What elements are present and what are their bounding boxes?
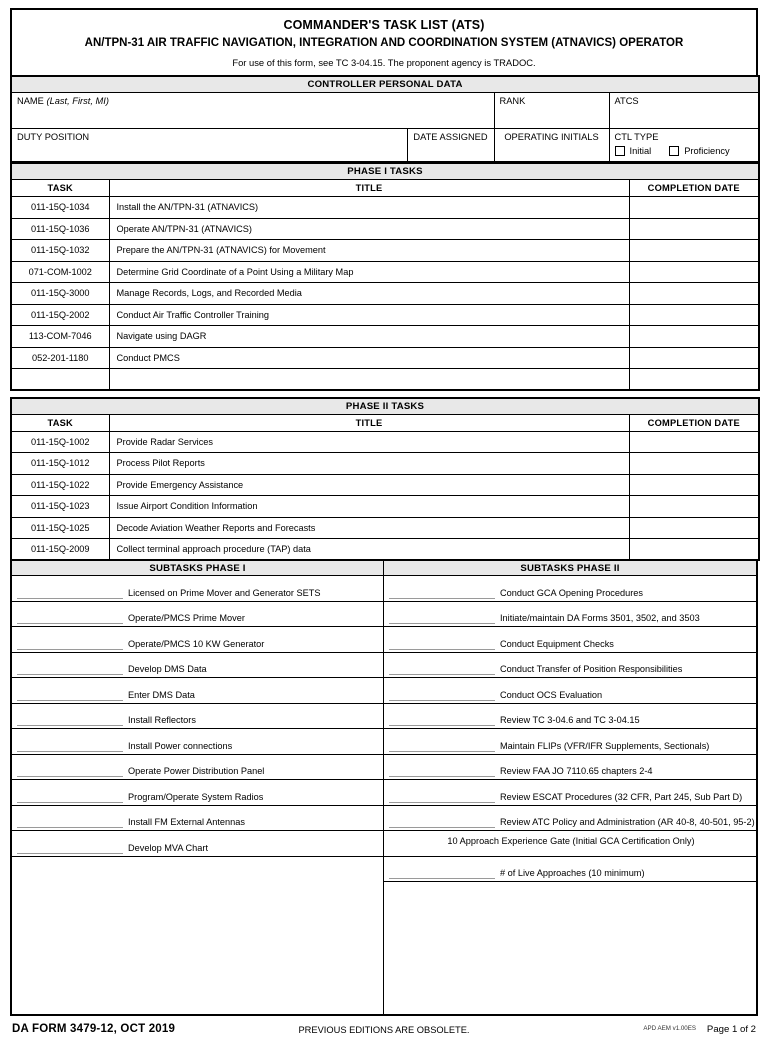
subtask-label: Review ESCAT Procedures (32 CFR, Part 245, Sub Part D)	[500, 791, 743, 802]
duty-position-label: DUTY POSITION	[17, 132, 90, 142]
task-code-cell: 011-15Q-1034	[11, 197, 109, 219]
task-code-cell: 011-15Q-3000	[11, 283, 109, 305]
live-approaches-row	[384, 857, 756, 883]
subtask-label: Enter DMS Data	[128, 689, 195, 700]
task-code-cell: 052-201-1180	[11, 347, 109, 369]
list-item	[12, 678, 383, 704]
task-code-cell: 011-15Q-1032	[11, 240, 109, 262]
task-title-cell: Provide Radar Services	[109, 431, 629, 453]
subtask-write-in-line[interactable]	[17, 690, 123, 701]
task-title-cell: Prepare the AN/TPN-31 (ATNAVICS) for Movement	[109, 240, 629, 262]
subtasks-phase-1-column	[12, 561, 384, 1014]
form-id-label: DA FORM 3479-12, OCT 2019	[12, 1023, 176, 1035]
live-approaches-write-in-line[interactable]	[389, 868, 495, 879]
subtask-label: Program/Operate System Radios	[128, 791, 264, 802]
section-header-subtasks-phase-1: SUBTASKS PHASE I	[12, 561, 383, 576]
subtask-write-in-line[interactable]	[17, 766, 123, 777]
subtasks-phase-2-column	[384, 561, 756, 1014]
subtask-label: Operate/PMCS 10 KW Generator	[128, 638, 265, 649]
list-item	[384, 806, 756, 832]
column-header-task: TASK	[11, 414, 109, 431]
task-completion-date-cell[interactable]	[629, 218, 759, 240]
list-item	[12, 602, 383, 628]
task-completion-date-cell[interactable]	[629, 326, 759, 348]
task-title-cell: Operate AN/TPN-31 (ATNAVICS)	[109, 218, 629, 240]
table-row	[11, 261, 759, 283]
subtask-label: Review ATC Policy and Administration (AR 40-8, 40-501, 95-2)	[500, 817, 755, 827]
task-title-cell: Navigate using DAGR	[109, 326, 629, 348]
table-row	[11, 369, 759, 390]
task-code-cell: 011-15Q-1012	[11, 453, 109, 475]
subtask-write-in-line[interactable]	[389, 588, 495, 599]
subtask-write-in-line[interactable]	[17, 715, 123, 726]
subtask-write-in-line[interactable]	[389, 613, 495, 624]
subtasks-phase-1-blank-area	[12, 857, 383, 1015]
duty-position-field[interactable]	[11, 129, 407, 162]
subtask-label: Initiate/maintain DA Forms 3501, 3502, and 3503	[500, 613, 700, 623]
personal-data-row-1	[11, 93, 759, 129]
task-title-cell: Provide Emergency Assistance	[109, 474, 629, 496]
table-row	[11, 517, 759, 539]
subtask-label: Conduct OCS Evaluation	[500, 689, 603, 700]
rank-field[interactable]	[494, 93, 609, 129]
task-code-cell: 011-15Q-1036	[11, 218, 109, 240]
task-completion-date-cell[interactable]	[629, 197, 759, 219]
list-item	[12, 729, 383, 755]
section-header-subtasks-phase-2: SUBTASKS PHASE II	[384, 561, 756, 576]
task-title-cell: Manage Records, Logs, and Recorded Media	[109, 283, 629, 305]
table-row	[11, 197, 759, 219]
table-row	[11, 347, 759, 369]
controller-personal-data-table	[10, 75, 760, 162]
list-item	[384, 678, 756, 704]
list-item	[12, 653, 383, 679]
list-item	[12, 831, 383, 857]
list-item	[12, 780, 383, 806]
list-item	[12, 704, 383, 730]
list-item	[384, 576, 756, 602]
subtask-write-in-line[interactable]	[389, 766, 495, 777]
ctl-type-initial-checkbox[interactable]	[615, 146, 625, 156]
task-completion-date-cell[interactable]	[629, 539, 759, 561]
task-title-cell: Install the AN/TPN-31 (ATNAVICS)	[109, 197, 629, 219]
subtask-label: Maintain FLIPs (VFR/IFR Supplements, Sectionals)	[500, 740, 710, 751]
task-code-cell: 011-15Q-2002	[11, 304, 109, 326]
table-row	[11, 218, 759, 240]
page-number-label: Page 1 of 2	[706, 1024, 756, 1035]
column-header-task: TASK	[11, 180, 109, 197]
subtask-write-in-line[interactable]	[389, 639, 495, 650]
list-item	[384, 602, 756, 628]
date-assigned-field[interactable]	[407, 129, 494, 162]
ctl-type-proficiency-checkbox[interactable]	[669, 146, 679, 156]
subtask-label: Operate/PMCS Prime Mover	[128, 613, 245, 623]
name-hint: (Last, First, MI)	[46, 96, 109, 106]
subtask-label: Operate Power Distribution Panel	[128, 766, 265, 776]
subtask-write-in-line[interactable]	[17, 817, 123, 828]
table-row	[11, 539, 759, 561]
subtask-write-in-line[interactable]	[17, 843, 123, 854]
subtasks-phase-2-blank-area	[384, 882, 756, 1014]
operating-initials-label: OPERATING INITIALS	[504, 132, 599, 142]
column-header-completion-date: COMPLETION DATE	[629, 180, 759, 197]
subtask-label: Licensed on Prime Mover and Generator SETS	[128, 587, 321, 598]
subtask-label: Install FM External Antennas	[128, 817, 245, 827]
subtask-write-in-line[interactable]	[389, 817, 495, 828]
approach-experience-gate-label: 10 Approach Experience Gate (Initial GCA Certification Only)	[447, 835, 695, 846]
subtask-write-in-line[interactable]	[17, 588, 123, 599]
list-item	[12, 806, 383, 832]
subtask-write-in-line[interactable]	[17, 639, 123, 650]
form-reference-note: For use of this form, see TC 3-04.15. The proponent agency is TRADOC.	[232, 57, 536, 68]
subtask-label: Conduct Equipment Checks	[500, 638, 614, 649]
list-item	[384, 653, 756, 679]
subtask-label: Review TC 3-04.6 and TC 3-04.15	[500, 715, 640, 725]
list-item	[12, 576, 383, 602]
list-item	[384, 780, 756, 806]
subtask-label: Develop MVA Chart	[128, 842, 208, 853]
live-approaches-label: # of Live Approaches (10 minimum)	[500, 868, 645, 878]
task-completion-date-cell[interactable]	[629, 453, 759, 475]
subtask-label: Install Reflectors	[128, 715, 196, 725]
subtask-write-in-line[interactable]	[17, 741, 123, 752]
phase-2-column-headers	[11, 414, 759, 431]
form-footer	[10, 1021, 758, 1043]
name-field[interactable]	[11, 93, 494, 129]
apd-version-label: APD AEM v1.00ES	[643, 1025, 696, 1032]
ctl-type-initial-label: Initial	[629, 146, 652, 156]
task-completion-date-cell[interactable]	[629, 304, 759, 326]
atcs-label: ATCS	[614, 96, 639, 106]
list-item	[12, 755, 383, 781]
task-code-cell: 011-15Q-1023	[11, 496, 109, 518]
task-title-cell: Conduct Air Traffic Controller Training	[109, 304, 629, 326]
subtask-write-in-line[interactable]	[17, 613, 123, 624]
table-row	[11, 304, 759, 326]
date-assigned-label: DATE ASSIGNED	[413, 132, 488, 142]
task-code-cell	[11, 369, 109, 390]
subtasks-section	[10, 561, 758, 1016]
table-row	[11, 326, 759, 348]
table-row	[11, 240, 759, 262]
subtask-write-in-line[interactable]	[389, 715, 495, 726]
approach-experience-gate-row	[384, 831, 756, 857]
subtask-write-in-line[interactable]	[389, 741, 495, 752]
task-title-cell: Conduct PMCS	[109, 347, 629, 369]
phase-1-tasks-table	[10, 162, 760, 391]
atcs-field[interactable]	[609, 93, 759, 129]
name-label: NAME	[17, 96, 44, 106]
task-title-cell: Process Pilot Reports	[109, 453, 629, 475]
task-completion-date-cell[interactable]	[629, 431, 759, 453]
phase-2-tasks-table	[10, 397, 760, 562]
task-completion-date-cell[interactable]	[629, 347, 759, 369]
form-title-block	[10, 8, 758, 75]
task-completion-date-cell[interactable]	[629, 283, 759, 305]
task-completion-date-cell[interactable]	[629, 474, 759, 496]
task-completion-date-cell[interactable]	[629, 369, 759, 390]
task-title-cell: Collect terminal approach procedure (TAP) data	[109, 539, 629, 561]
rank-label: RANK	[499, 96, 526, 106]
list-item	[384, 704, 756, 730]
subtask-write-in-line[interactable]	[389, 792, 495, 803]
section-header-phase-1-tasks: PHASE I TASKS	[11, 163, 759, 180]
column-header-title: TITLE	[109, 180, 629, 197]
subtask-write-in-line[interactable]	[389, 664, 495, 675]
task-completion-date-cell[interactable]	[629, 240, 759, 262]
task-code-cell: 071-COM-1002	[11, 261, 109, 283]
section-header-phase-2-tasks: PHASE II TASKS	[11, 398, 759, 415]
list-item	[12, 627, 383, 653]
task-title-cell	[109, 369, 629, 390]
column-header-completion-date: COMPLETION DATE	[629, 414, 759, 431]
list-item	[384, 755, 756, 781]
subtask-label: Install Power connections	[128, 740, 233, 751]
subtask-label: Conduct Transfer of Position Responsibilities	[500, 664, 683, 674]
phase-1-column-headers	[11, 180, 759, 197]
table-row	[11, 496, 759, 518]
personal-data-row-2	[11, 129, 759, 162]
ctl-type-label: CTL TYPE	[614, 132, 659, 142]
task-code-cell: 113-COM-7046	[11, 326, 109, 348]
table-row	[11, 283, 759, 305]
task-code-cell: 011-15Q-1025	[11, 517, 109, 539]
task-title-cell: Decode Aviation Weather Reports and Forecasts	[109, 517, 629, 539]
table-row	[11, 453, 759, 475]
task-code-cell: 011-15Q-2009	[11, 539, 109, 561]
task-title-cell: Issue Airport Condition Information	[109, 496, 629, 518]
subtask-label: Conduct GCA Opening Procedures	[500, 587, 643, 598]
list-item	[384, 729, 756, 755]
subtasks-phase-1-list	[12, 576, 383, 857]
ctl-type-proficiency-label: Proficiency	[684, 146, 730, 156]
task-completion-date-cell[interactable]	[629, 261, 759, 283]
task-completion-date-cell[interactable]	[629, 496, 759, 518]
task-code-cell: 011-15Q-1022	[11, 474, 109, 496]
table-row	[11, 474, 759, 496]
column-header-title: TITLE	[109, 414, 629, 431]
task-completion-date-cell[interactable]	[629, 517, 759, 539]
previous-editions-label: PREVIOUS EDITIONS ARE OBSOLETE.	[298, 1025, 470, 1035]
task-code-cell: 011-15Q-1002	[11, 431, 109, 453]
subtask-write-in-line[interactable]	[17, 792, 123, 803]
section-header-controller-personal-data: CONTROLLER PERSONAL DATA	[11, 76, 759, 93]
list-item	[384, 627, 756, 653]
subtask-write-in-line[interactable]	[17, 664, 123, 675]
form-title-primary: COMMANDER'S TASK LIST (ATS)	[283, 18, 485, 32]
subtask-write-in-line[interactable]	[389, 690, 495, 701]
subtasks-phase-2-list	[384, 576, 756, 831]
table-row	[11, 431, 759, 453]
operating-initials-field[interactable]	[494, 129, 609, 162]
subtask-label: Review FAA JO 7110.65 chapters 2-4	[500, 766, 653, 776]
subtask-label: Develop DMS Data	[128, 664, 207, 674]
form-title-secondary: AN/TPN-31 AIR TRAFFIC NAVIGATION, INTEGRATION AND COORDINATION SYSTEM (ATNAVICS) OPERATOR	[84, 37, 684, 49]
ctl-type-field	[609, 129, 759, 162]
task-title-cell: Determine Grid Coordinate of a Point Using a Military Map	[109, 261, 629, 283]
